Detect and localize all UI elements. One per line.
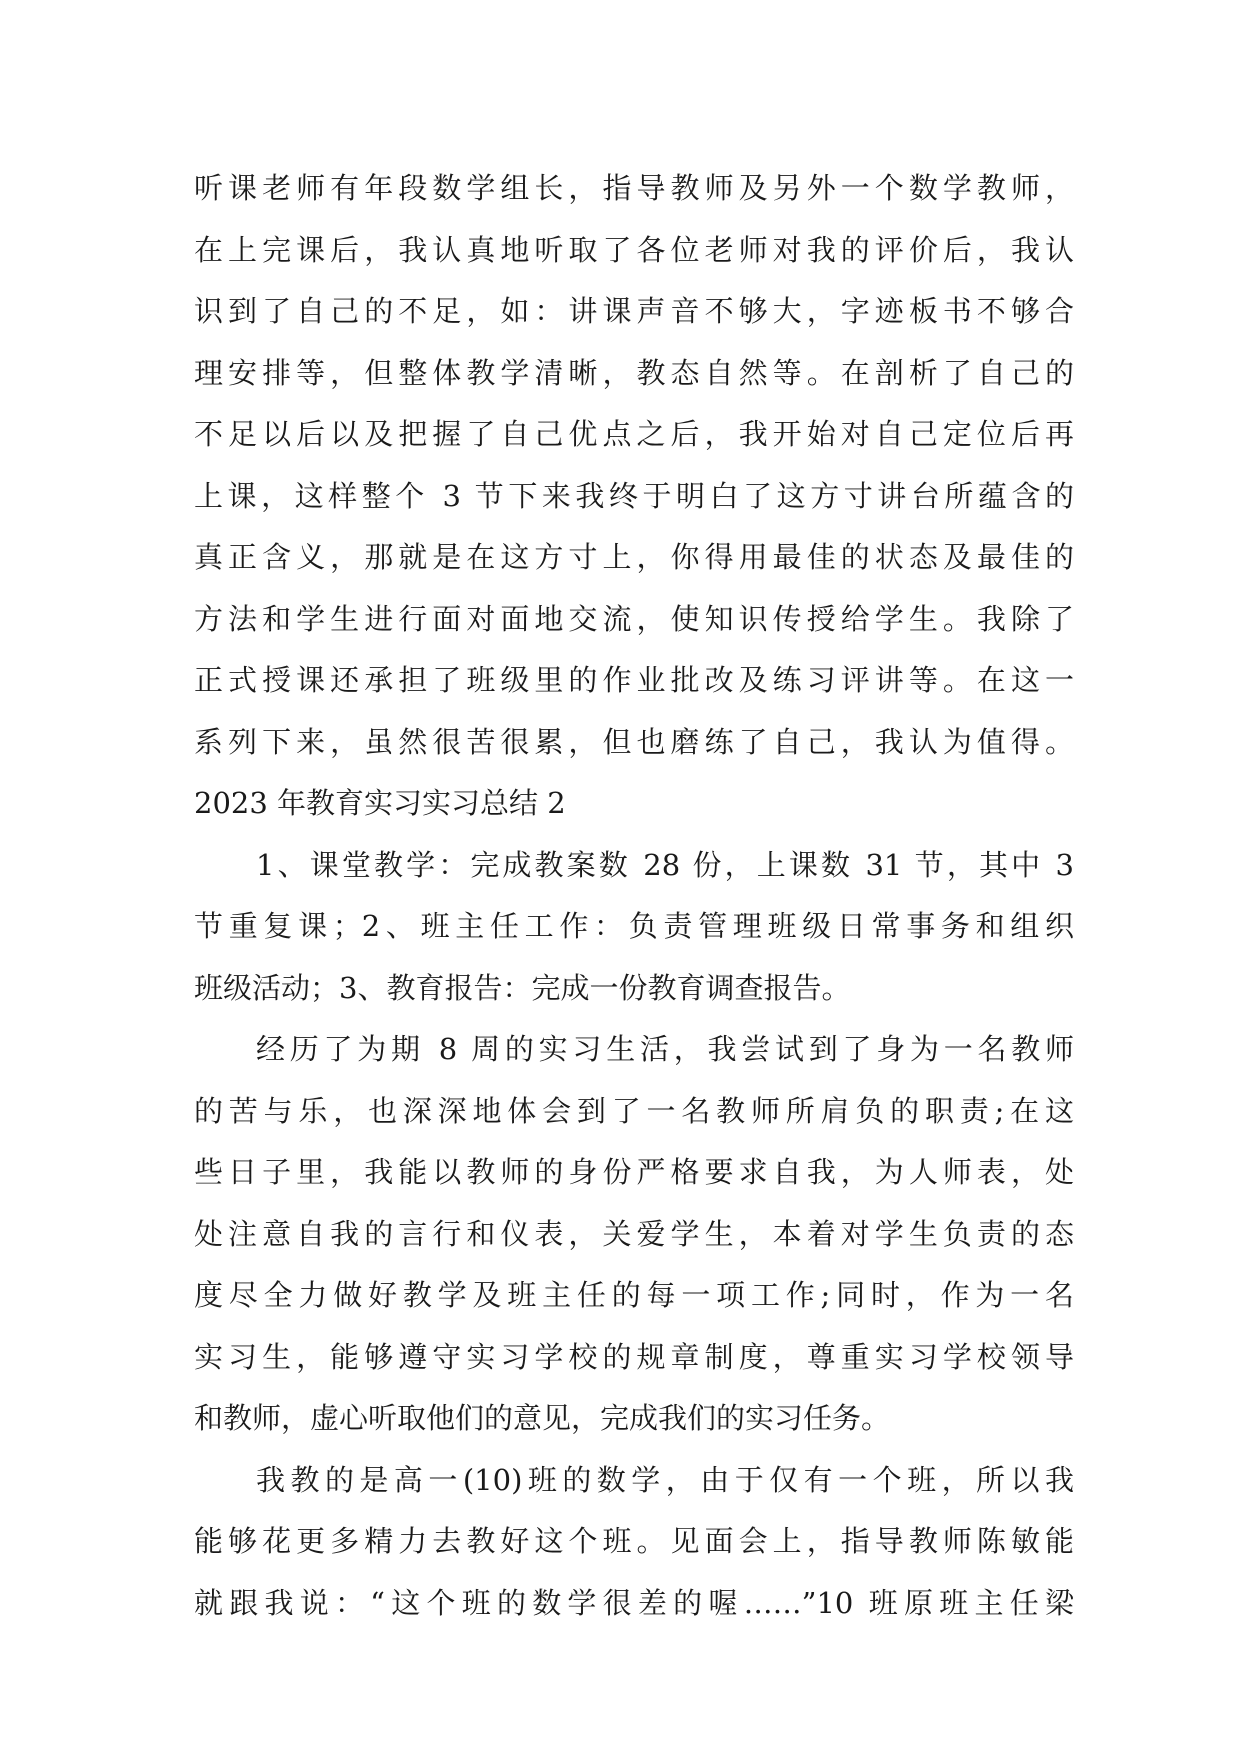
- text-line: 不足以后以及把握了自己优点之后，我开始对自己定位后再: [194, 417, 1074, 451]
- text-line: 在上完课后，我认真地听取了各位老师对我的评价后，我认: [194, 232, 1074, 267]
- text-line: 正式授课还承担了班级里的作业批改及练习评讲等。在这一: [194, 663, 1074, 697]
- text-line: 经历了为期 8 周的实习生活，我尝试到了身为一名教师: [256, 1032, 1074, 1066]
- paragraph-3: [194, 1019, 1074, 1450]
- text-line: 处注意自我的言行和仪表，关爱学生，本着对学生负责的态: [194, 1216, 1074, 1251]
- text-line: 1、课堂教学：完成教案数 28 份，上课数 31 节，其中 3: [256, 847, 1074, 882]
- paragraph-1: [194, 158, 1074, 773]
- text-line: 实习生，能够遵守实习学校的规章制度，尊重实习学校领导: [194, 1339, 1074, 1374]
- text-line: 我教的是高一(10)班的数学，由于仅有一个班，所以我: [256, 1462, 1074, 1497]
- text-line: 些日子里，我能以教师的身份严格要求自我，为人师表，处: [194, 1155, 1074, 1189]
- text-line: 上课，这样整个 3 节下来我终于明白了这方寸讲台所蕴含的: [194, 478, 1074, 513]
- text-line: 和教师，虚心听取他们的意见，完成我们的实习任务。: [194, 1401, 891, 1435]
- paragraph-2: [194, 835, 1074, 1020]
- text-line: 方法和学生进行面对面地交流，使知识传授给学生。我除了: [194, 601, 1074, 636]
- text-line: 识到了自己的不足，如：讲课声音不够大，字迹板书不够合: [194, 294, 1074, 328]
- text-line: 系列下来，虽然很苦很累，但也磨练了自己，我认为值得。: [194, 724, 1074, 759]
- text-line: 听课老师有年段数学组长，指导教师及另外一个数学教师，: [194, 171, 1074, 205]
- paragraph-4: [194, 1450, 1074, 1635]
- section-heading: 2023 年教育实习实习总结 2: [194, 786, 566, 820]
- text-line: 班级活动；3、教育报告：完成一份教育调查报告。: [194, 970, 851, 1005]
- text-line: 能够花更多精力去教好这个班。见面会上，指导教师陈敏能: [194, 1524, 1074, 1558]
- text-line: 就跟我说：“这个班的数学很差的喔……”10 班原班主任梁: [194, 1585, 1074, 1620]
- text-line: 真正含义，那就是在这方寸上，你得用最佳的状态及最佳的: [194, 540, 1074, 574]
- document-body: [194, 158, 1074, 1634]
- text-line: 的苦与乐，也深深地体会到了一名教师所肩负的职责;在这: [194, 1093, 1074, 1128]
- text-line: 理安排等，但整体教学清晰，教态自然等。在剖析了自己的: [194, 355, 1074, 390]
- text-line: 节重复课；2、班主任工作：负责管理班级日常事务和组织: [194, 909, 1074, 943]
- text-line: 度尽全力做好教学及班主任的每一项工作;同时，作为一名: [194, 1278, 1074, 1312]
